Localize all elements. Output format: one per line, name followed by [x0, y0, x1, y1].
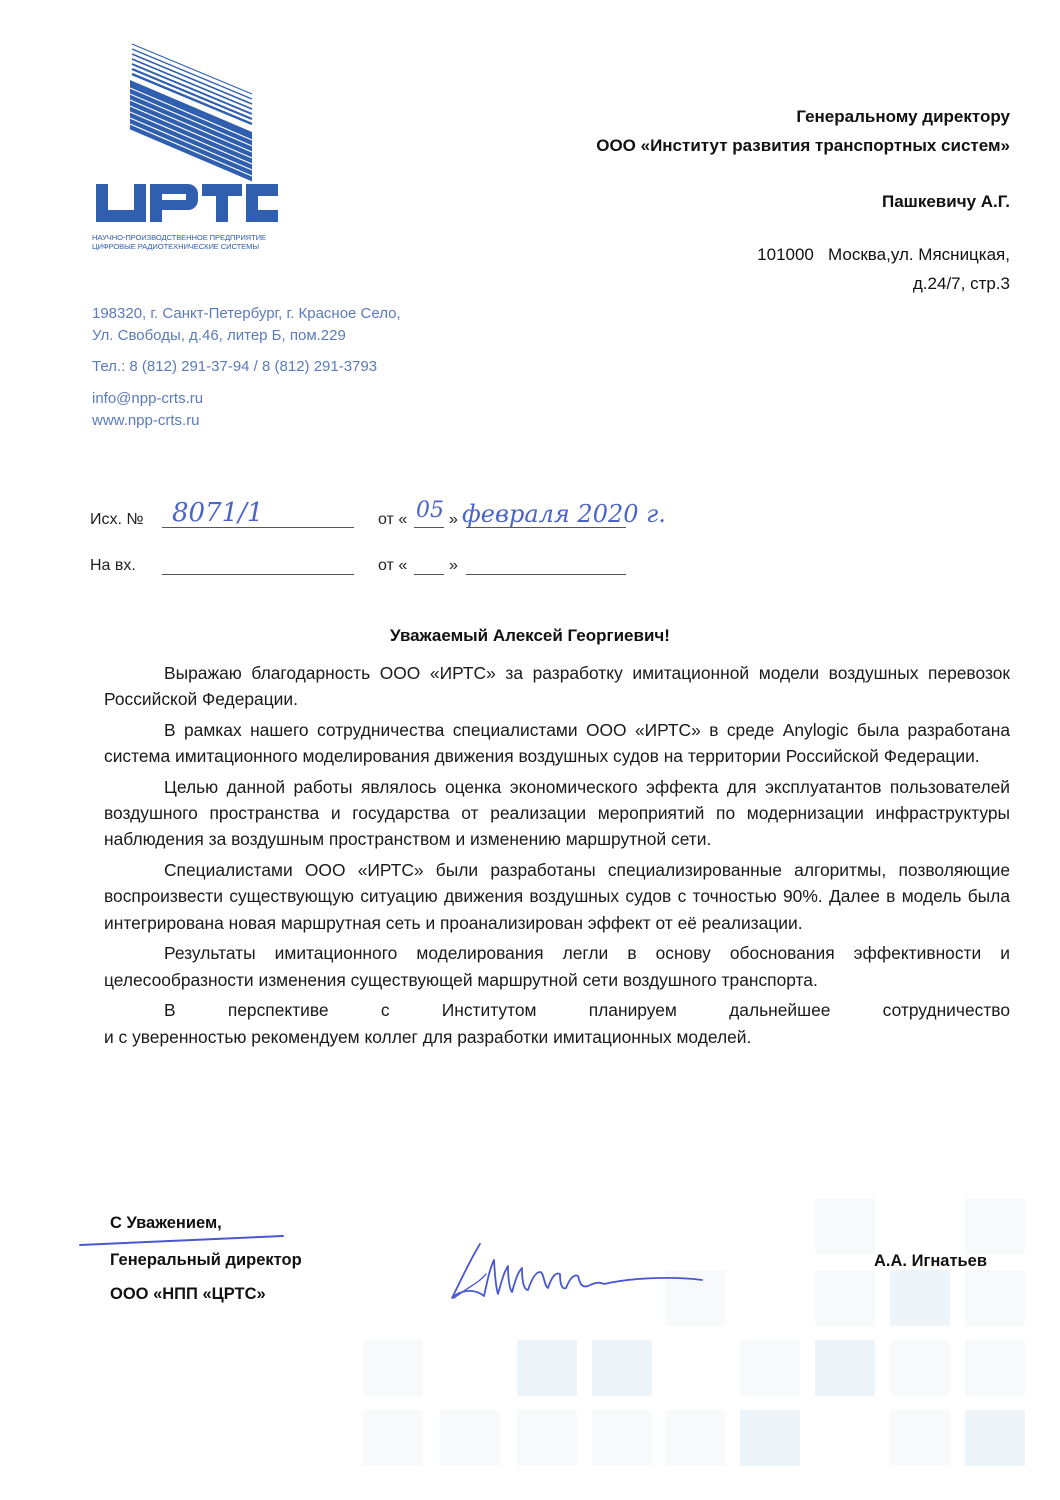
- incoming-number-label: На вх.: [90, 557, 136, 574]
- paragraph-perspective: В перспективе с Институтом планируем дальнейшее сотрудничество: [164, 1000, 1010, 1021]
- sender-address-line1: 198320, г. Санкт-Петербург, г. Красное Село,: [92, 305, 401, 322]
- outgoing-day-handwritten: 05: [416, 498, 444, 523]
- signer-organization: ООО «НПП «ЦРТС»: [110, 1285, 266, 1303]
- paragraph-results: Результаты имитационного моделирования легли в основу обоснования эффективности и целесообразности изменения существующей маршрутной сети воздушного транспорта.: [104, 943, 1010, 990]
- incoming-date-from-label: от «: [378, 557, 408, 574]
- logo-subtitle-line1: НАУЧНО-ПРОИЗВОДСТВЕННОЕ ПРЕДПРИЯТИЕ: [92, 233, 266, 242]
- addressee-address-line2: д.24/7, стр.3: [912, 274, 1010, 293]
- outgoing-number-handwritten: 8071/1: [172, 498, 264, 528]
- company-logo-crts-icon: [92, 182, 282, 224]
- logo-stripe: [132, 44, 252, 94]
- outgoing-number-label: Исх. №: [90, 511, 144, 528]
- addressee-address-line1: 101000 Москва,ул. Мясницкая,: [757, 245, 1010, 264]
- paragraph-recommendation: и с уверенностью рекомендуем коллег для разработки имитационных моделей.: [104, 1026, 752, 1047]
- outgoing-month-year-handwritten: февраля 2020 г.: [462, 500, 666, 528]
- sender-address-line2: Ул. Свободы, д.46, литер Б, пом.229: [92, 327, 346, 344]
- incoming-number-underline: [162, 574, 354, 575]
- incoming-month-underline: [466, 574, 626, 575]
- logo-subtitle-line2: ЦИФРОВЫЕ РАДИОТЕХНИЧЕСКИЕ СИСТЕМЫ: [92, 242, 259, 251]
- incoming-date-close-quote: »: [449, 557, 458, 574]
- addressee-name: Пашкевичу А.Г.: [882, 192, 1010, 211]
- outgoing-date-from-label: от «: [378, 511, 408, 528]
- addressee-organization: ООО «Институт развития транспортных систем»: [596, 136, 1010, 155]
- signer-position: Генеральный директор: [110, 1251, 302, 1269]
- paragraph-goal: Целью данной работы являлось оценка экономического эффекта для эксплуатантов пользователей воздушного пространства и государства от реализации мероприятий по модернизации инфраструктуры наблюдения за воздушным пространством и изменению маршрутной сети.: [104, 777, 1010, 850]
- company-logo-stripes-icon: [92, 40, 282, 190]
- closing-ink-underline: [78, 1233, 288, 1249]
- salutation: Уважаемый Алексей Георгиевич!: [390, 626, 670, 645]
- paragraph-algorithms: Специалистами ООО «ИРТС» были разработаны специализированные алгоритмы, позволяющие воспроизвести существующую ситуацию движения воздушных судов с точностью 90%. Далее в модель была интегрирована новая маршрутная сеть и проанализирован эффект от её реализации.: [104, 860, 1010, 933]
- sender-email-link[interactable]: info@npp-crts.ru: [92, 390, 204, 407]
- sender-phone: Тел.: 8 (812) 291-37-94 / 8 (812) 291-3793: [92, 358, 378, 375]
- handwritten-signature: [440, 1238, 710, 1308]
- incoming-day-underline: [414, 574, 444, 575]
- letter-body: [104, 660, 1010, 1054]
- addressee-position: Генеральному директору: [796, 107, 1010, 126]
- paragraph-cooperation: В рамках нашего сотрудничества специалистами ООО «ИРТС» в среде Anylogic была разработана система имитационного моделирования движения воздушных судов на территории Российской Федерации.: [104, 720, 1010, 767]
- paragraph-gratitude: Выражаю благодарность ООО «ИРТС» за разработку имитационной модели воздушных перевозок Российской Федерации.: [104, 663, 1010, 710]
- sender-website-link[interactable]: www.npp-crts.ru: [92, 412, 200, 429]
- closing-phrase: С Уважением,: [110, 1214, 222, 1232]
- signer-name: А.А. Игнатьев: [874, 1252, 988, 1270]
- outgoing-day-underline: [414, 527, 444, 528]
- outgoing-date-close-quote: »: [449, 511, 458, 528]
